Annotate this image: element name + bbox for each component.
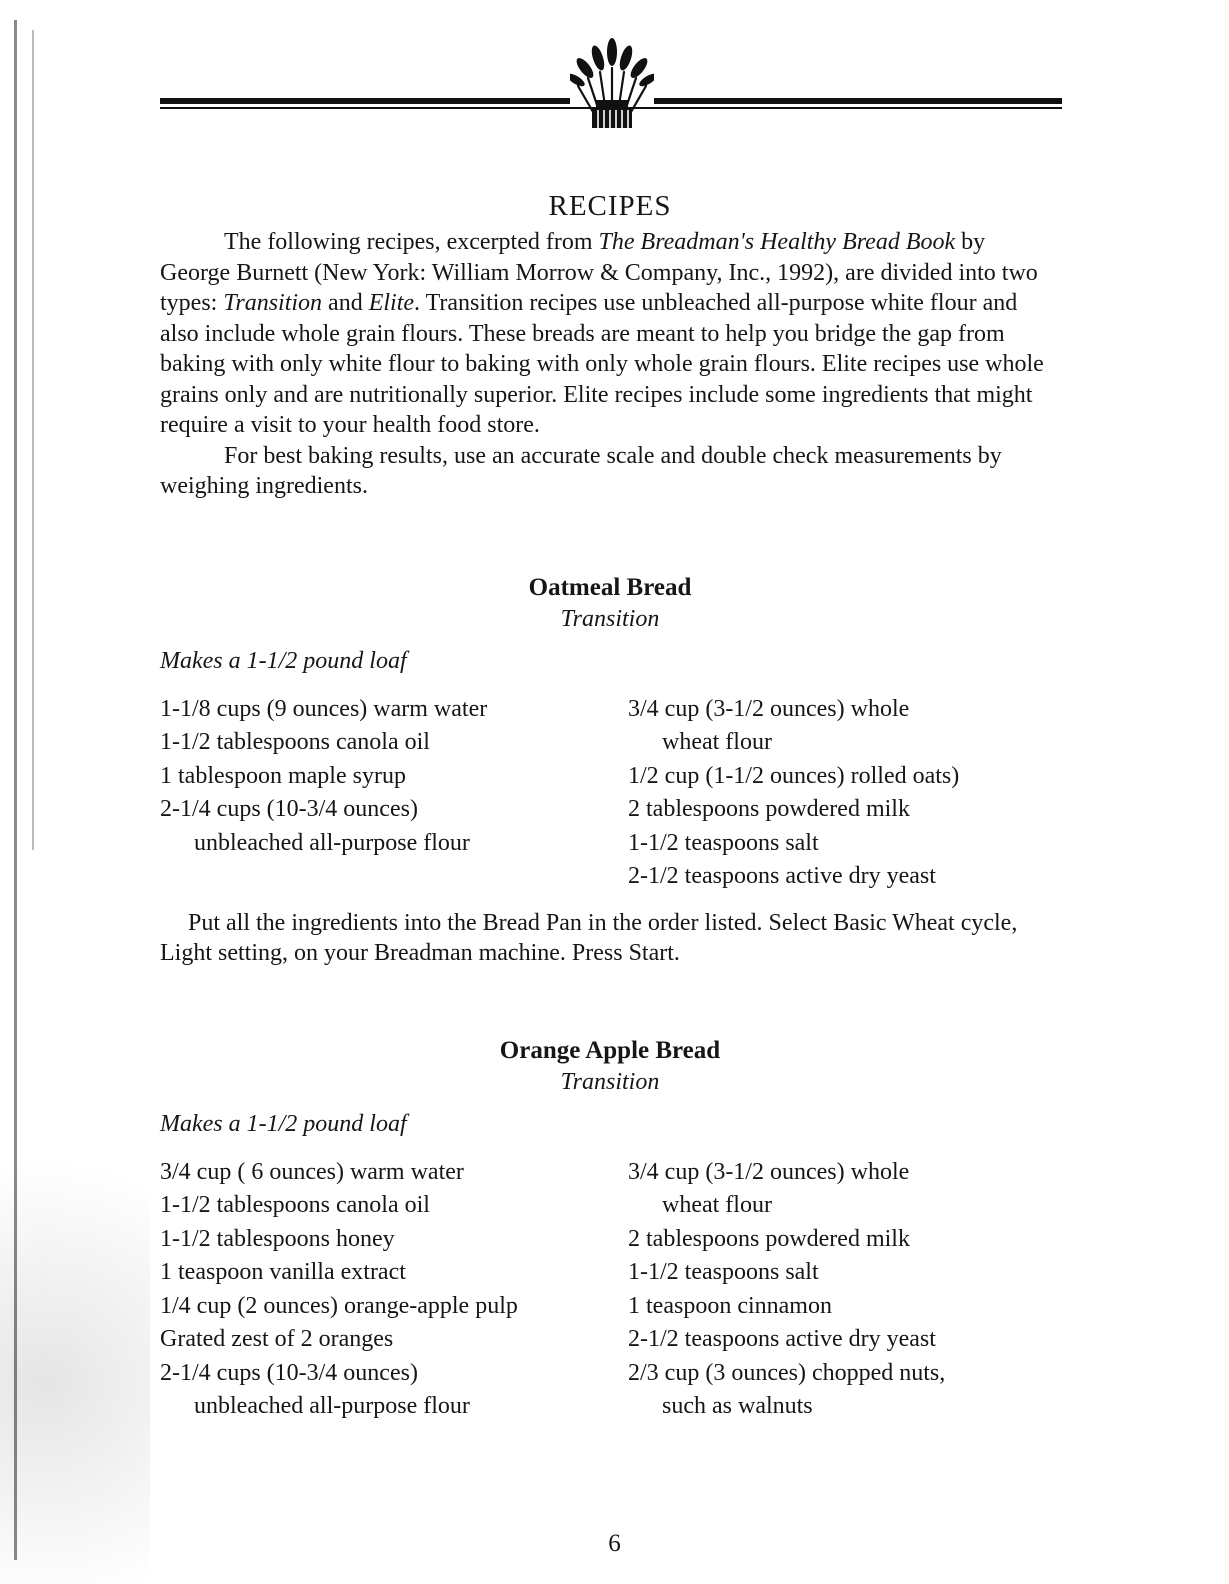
page-content: [160, 190, 1060, 1424]
ingredient-list: [160, 693, 1060, 894]
ingredient-item: 1-1/2 teaspoons salt: [628, 829, 819, 856]
ingredient-item: 2-1/2 teaspoons active dry yeast: [628, 863, 936, 889]
recipe-type: Transition: [560, 605, 660, 632]
ingredient-continuation: unbleached all-purpose flour: [194, 829, 470, 856]
recipe-oatmeal-bread: [160, 572, 1060, 969]
ingredient-item: 1/4 cup (2 ounces) orange-apple pulp: [160, 1292, 518, 1319]
ingredient-list: [160, 1156, 1060, 1424]
ingredient-item: 1/2 cup (1-1/2 ounces) rolled oats): [628, 762, 960, 789]
text-run: by George Burnett (New York: William Morrow & Company, Inc., 1992), are divided into two types:: [160, 229, 1038, 316]
ingredient-item: 1 teaspoon vanilla extract: [160, 1259, 406, 1285]
recipe-title: Orange Apple Bread: [499, 1036, 721, 1064]
ingredient-item: 1 tablespoon maple syrup: [160, 762, 406, 789]
ingredient-continuation: such as walnuts: [662, 1393, 813, 1419]
scan-edge-shadow-inner: [32, 30, 34, 850]
ingredient-item: 2-1/4 cups (10-3/4 ounces): [160, 796, 418, 822]
italic-text: The Breadman's Healthy Bread Book: [598, 229, 956, 255]
recipe-title: Oatmeal Bread: [528, 573, 692, 601]
ingredient-item: 1 teaspoon cinnamon: [628, 1292, 832, 1319]
text-run: The following recipes, excerpted from: [224, 229, 599, 255]
ingredient-item: 1-1/2 tablespoons canola oil: [160, 729, 430, 755]
page-number: 6: [608, 1530, 621, 1557]
text-run: and: [322, 290, 369, 316]
ingredient-item: 1-1/2 teaspoons salt: [628, 1259, 819, 1285]
scan-grain: [0, 1080, 150, 1584]
italic-text: Transition: [223, 290, 323, 316]
ingredient-continuation: unbleached all-purpose flour: [194, 1393, 470, 1419]
ingredient-item: 2/3 cup (3 ounces) chopped nuts,: [628, 1359, 946, 1386]
intro-paragraph: [160, 441, 1060, 502]
text-run: For best baking results, use an accurate scale and double check measurements by weighing ingredients.: [160, 442, 1002, 499]
ingredient-continuation: wheat flour: [662, 1192, 772, 1218]
page-title: RECIPES: [548, 190, 672, 222]
ingredient-column-left: [160, 693, 628, 894]
ingredient-item: 1-1/2 tablespoons canola oil: [160, 1192, 430, 1218]
ingredient-item: 2 tablespoons powdered milk: [628, 796, 910, 822]
italic-text: Elite: [368, 290, 415, 316]
recipe-yield: Makes a 1-1/2 pound loaf: [160, 647, 407, 674]
recipe-orange-apple-bread: [160, 1035, 1060, 1424]
ingredient-column-right: [628, 1156, 1058, 1424]
recipe-yield: Makes a 1-1/2 pound loaf: [160, 1110, 407, 1137]
text-run: . Transition recipes use unbleached all-purpose white flour and also include whole grain flours. These breads are meant to help you bridge the gap from baking with only white flour to baking with only whole grain flours. Elite recipes use whole grains only and are nutritionally superior. Elite recipes include some ingredients that might require a visit to your health food store.: [160, 290, 1044, 438]
wheat-sheaf-icon: [570, 38, 654, 130]
ingredient-item: 3/4 cup (3-1/2 ounces) whole: [628, 1158, 910, 1185]
ingredient-continuation: wheat flour: [662, 729, 772, 755]
ingredient-item: Grated zest of 2 oranges: [160, 1326, 394, 1352]
ingredient-item: 2-1/4 cups (10-3/4 ounces): [160, 1359, 418, 1386]
intro-paragraph: [160, 227, 1060, 441]
ingredient-item: 1-1/2 tablespoons honey: [160, 1225, 395, 1252]
ingredient-column-left: [160, 1156, 628, 1424]
ingredient-column-right: [628, 693, 1058, 894]
recipe-type: Transition: [560, 1068, 660, 1095]
recipe-directions: Put all the ingredients into the Bread Pan in the order listed. Select Basic Wheat cycle, Light setting, on your Breadman machine. Press Start.: [160, 909, 1018, 966]
ingredient-item: 2 tablespoons powdered milk: [628, 1225, 910, 1252]
ingredient-item: 2-1/2 teaspoons active dry yeast: [628, 1326, 936, 1352]
ingredient-item: 3/4 cup (3-1/2 ounces) whole: [628, 695, 910, 722]
ingredient-item: 3/4 cup ( 6 ounces) warm water: [160, 1158, 464, 1185]
ingredient-item: 1-1/8 cups (9 ounces) warm water: [160, 695, 488, 722]
